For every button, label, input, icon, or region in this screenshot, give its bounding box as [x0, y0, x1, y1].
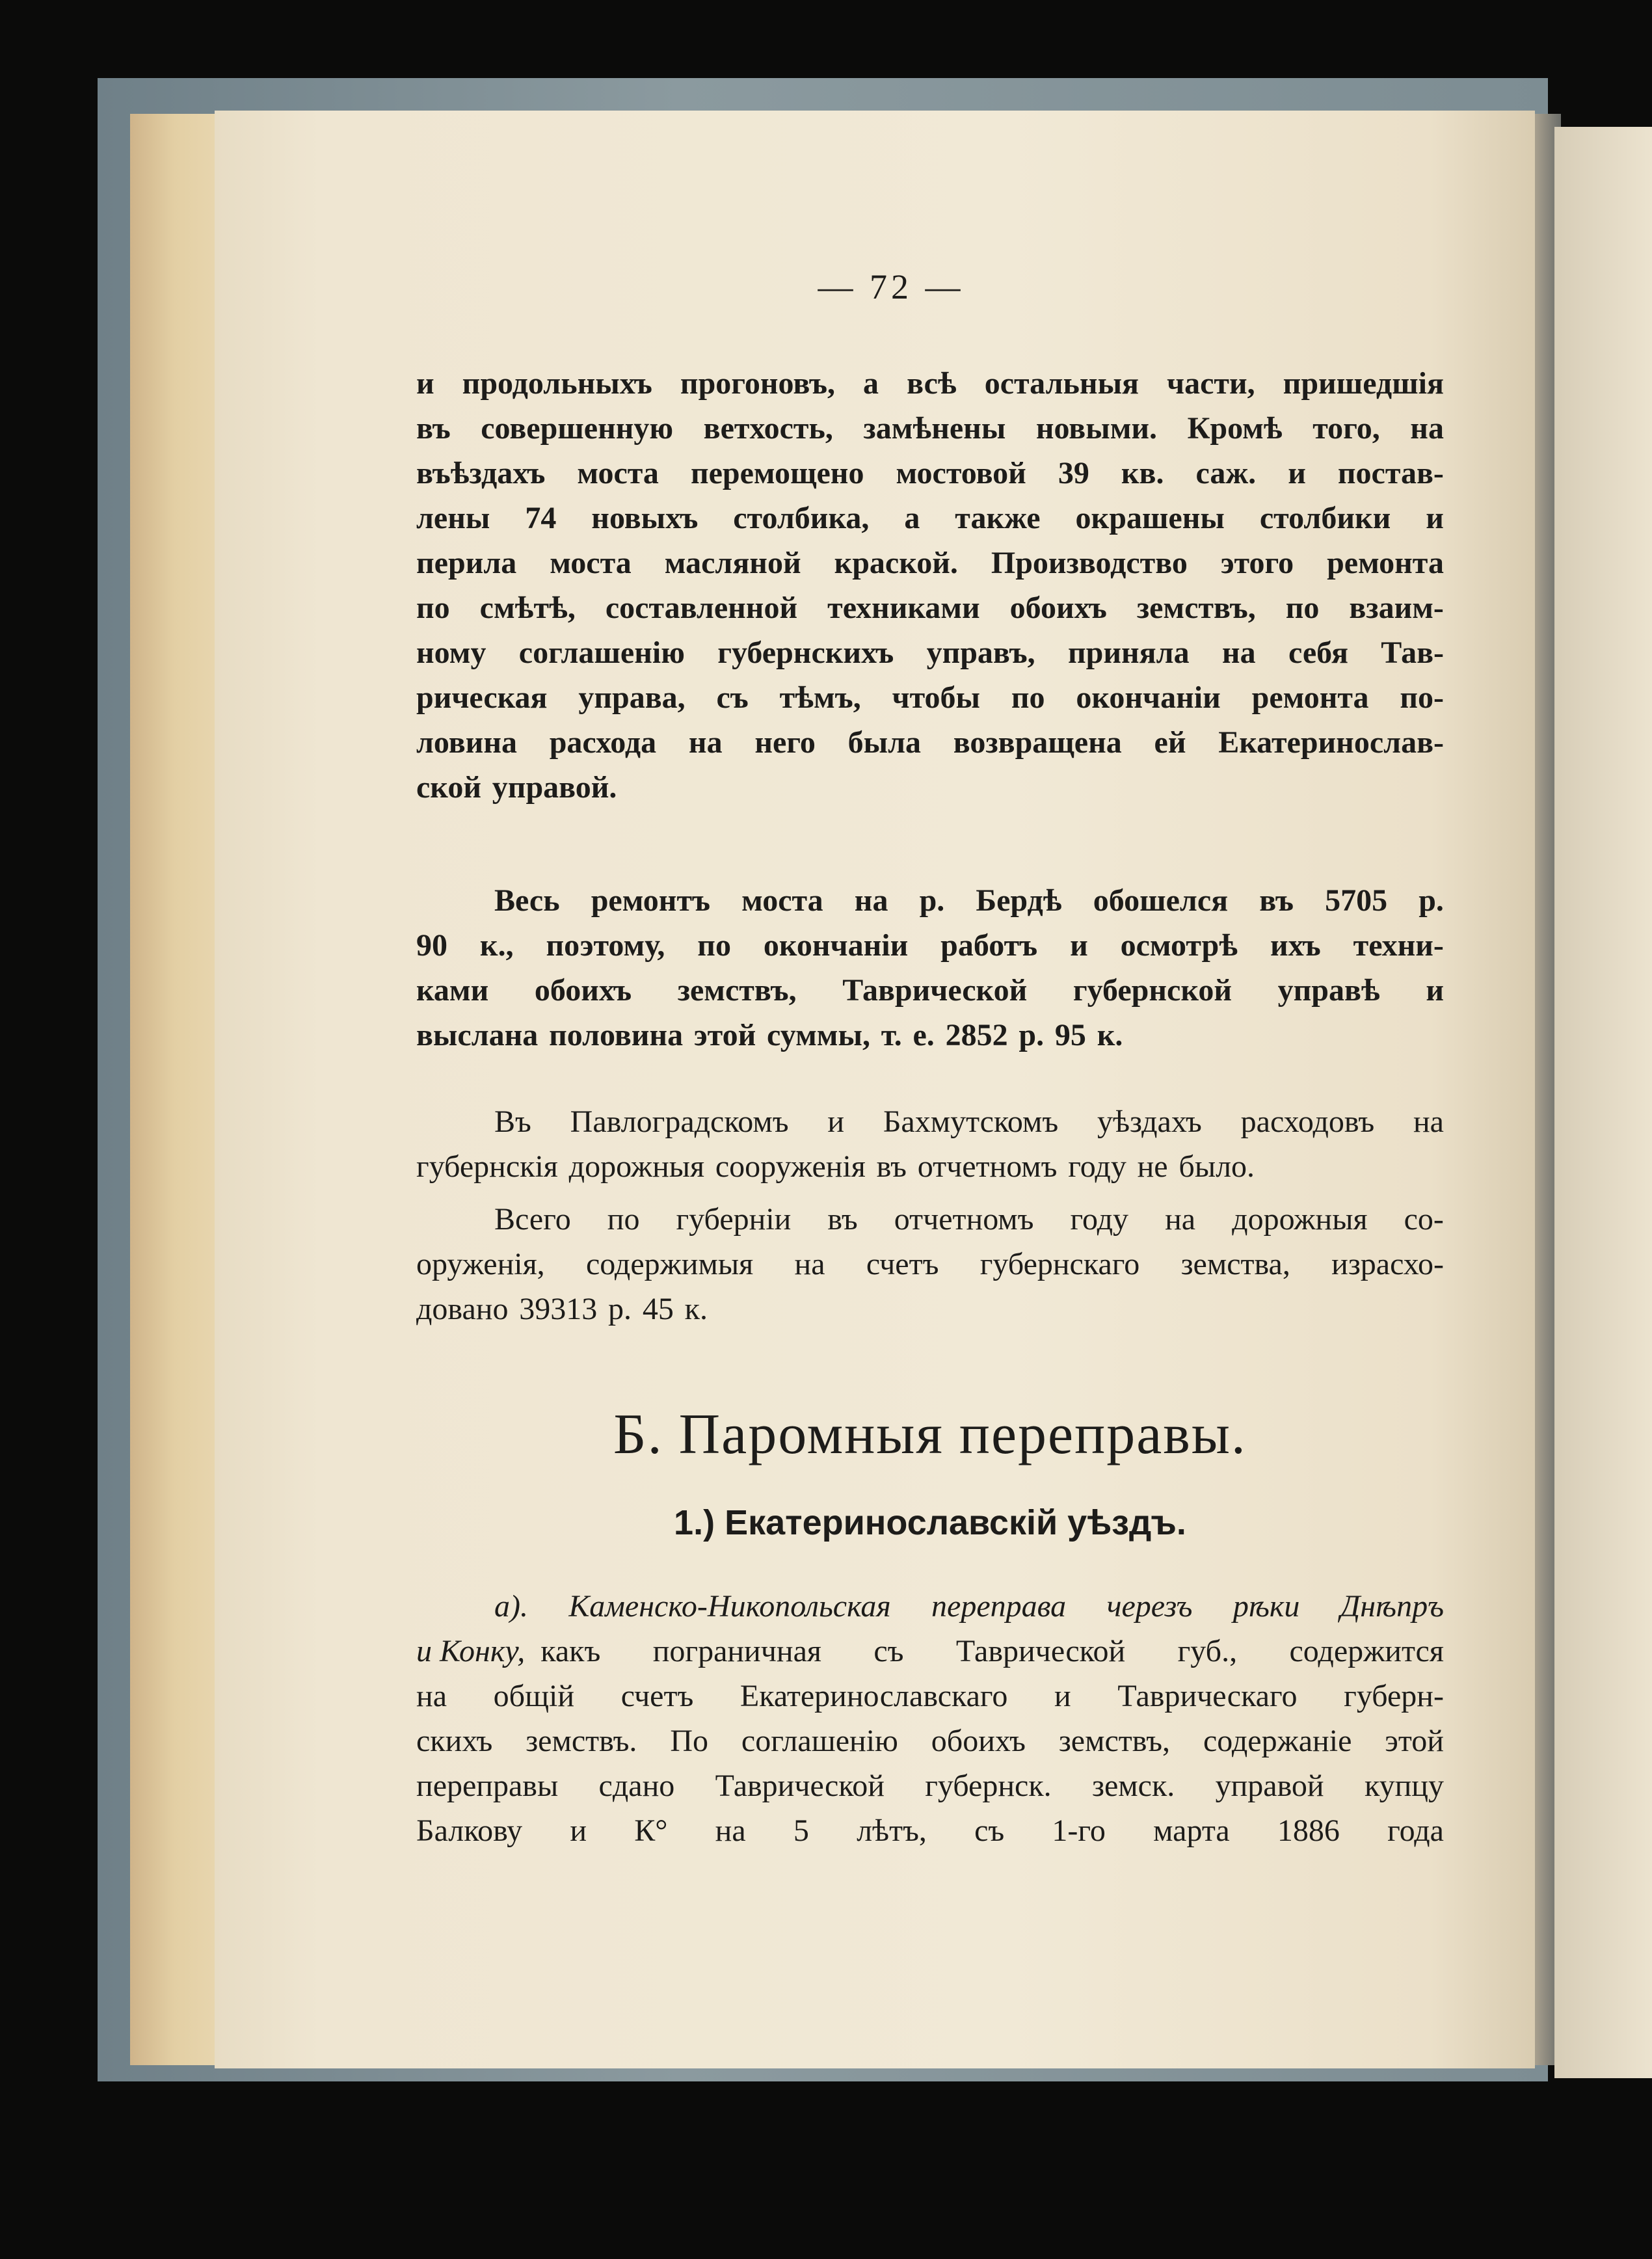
- paragraph-1: [416, 361, 1444, 810]
- text-line: скихъ земствъ. По соглашенію обоихъ земствъ, содержаніе этой: [416, 1724, 1444, 1758]
- text-line: на общій счетъ Екатеринославскаго и Таврическаго губерн-: [416, 1679, 1444, 1713]
- text-line: ловина расхода на него была возвращена ей Екатеринослав-: [416, 725, 1444, 760]
- section-heading: Б. Паромныя переправы.: [613, 1403, 1247, 1466]
- sub-heading: 1.) Екатеринославскій уѣздъ.: [674, 1503, 1186, 1542]
- text-line: Въ Павлоградскомъ и Бахмутскомъ уѣздахъ расходовъ на: [494, 1104, 1444, 1139]
- text-line: перила моста масляной краской. Производство этого ремонта: [416, 546, 1444, 580]
- text-line: выслана половина этой суммы, т. е. 2852 р. 95 к.: [416, 1018, 1123, 1052]
- page-number: — 72 —: [818, 267, 965, 306]
- paragraph-2: [416, 878, 1444, 1058]
- ferry-title: а). Каменско-Никопольская переправа черезъ рѣки Днѣпръ: [494, 1589, 1444, 1624]
- next-page-edge: [1554, 127, 1652, 2078]
- text-line: по смѣтѣ, составленной техниками обоихъ земствъ, по взаим-: [416, 591, 1444, 625]
- ferry-desc: какъ пограничная съ Таврической губ., содержится: [540, 1634, 1444, 1668]
- text-line: оруженія, содержимыя на счетъ губернскаго земства, израсхо-: [416, 1247, 1444, 1281]
- paragraph-5-line-2: [416, 1629, 1444, 1674]
- text-line: ской управой.: [416, 770, 617, 805]
- text-line: ками обоихъ земствъ, Таврической губернской управѣ и: [416, 973, 1444, 1008]
- text-line: въѣздахъ моста перемощено мостовой 39 кв. саж. и постав-: [416, 456, 1444, 490]
- text-line: Всего по губерніи въ отчетномъ году на дорожныя со-: [494, 1202, 1444, 1236]
- text-line: лены 74 новыхъ столбика, а также окрашены столбики и: [416, 501, 1444, 535]
- text-line: Балкову и К° на 5 лѣтъ, съ 1-го марта 1886 года: [416, 1813, 1444, 1848]
- text-line: губернскія дорожныя сооруженія въ отчетномъ году не было.: [416, 1149, 1255, 1184]
- text-line: рическая управа, съ тѣмъ, чтобы по окончаніи ремонта по-: [416, 680, 1444, 715]
- paragraph-4: [416, 1197, 1444, 1331]
- text-line: Весь ремонтъ моста на р. Бердѣ обошелся въ 5705 р.: [494, 883, 1444, 918]
- ferry-title-cont: и Конку,: [416, 1634, 526, 1668]
- paragraph-5: [416, 1584, 1444, 1853]
- text-line: переправы сдано Таврической губернск. земск. управой купцу: [416, 1769, 1444, 1803]
- paragraph-3: [416, 1099, 1444, 1189]
- text-line: довано 39313 р. 45 к.: [416, 1292, 708, 1326]
- paragraph-5-rest: [416, 1674, 1444, 1853]
- text-line: въ совершенную ветхость, замѣнены новыми. Кромѣ того, на: [416, 411, 1444, 446]
- paragraph-5-lead-line: [416, 1584, 1444, 1629]
- text-line: ному соглашенію губернскихъ управъ, приняла на себя Тав-: [416, 635, 1444, 670]
- text-line: 90 к., поэтому, по окончаніи работъ и осмотрѣ ихъ техни-: [416, 928, 1444, 963]
- text-line: и продольныхъ прогоновъ, а всѣ остальныя части, пришедшія: [416, 366, 1444, 401]
